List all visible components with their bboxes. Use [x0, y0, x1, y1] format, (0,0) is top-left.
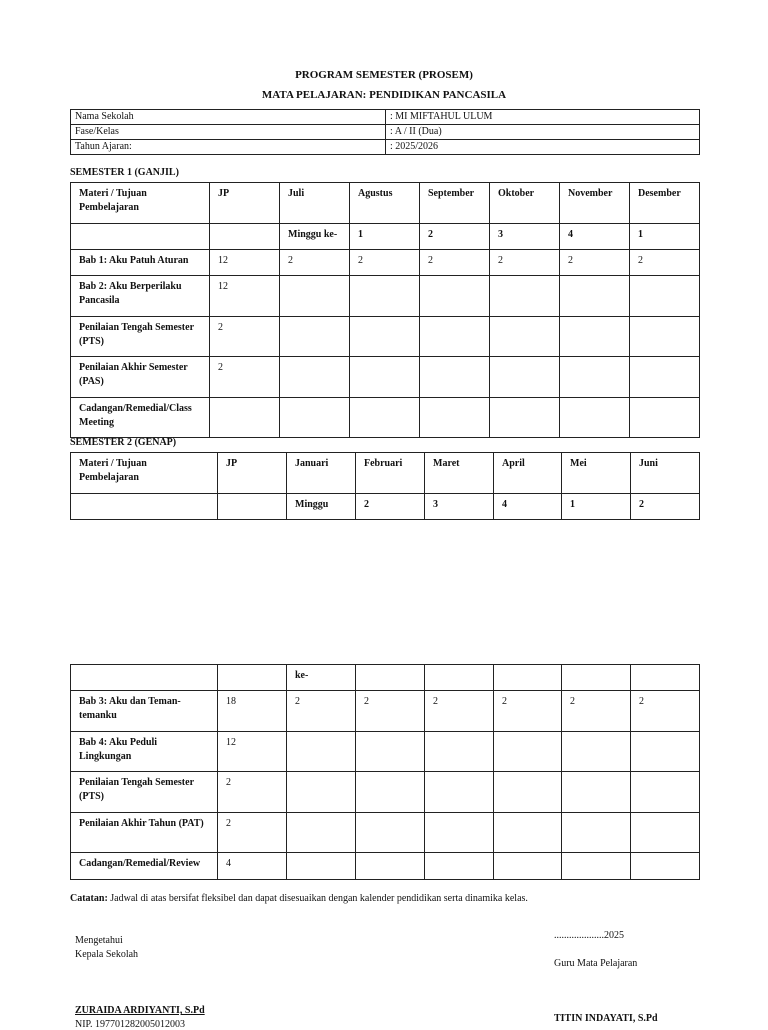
jp-cell: 12	[218, 732, 287, 772]
table-cell	[631, 732, 700, 772]
table-row	[71, 250, 700, 276]
table-cell	[630, 276, 700, 317]
week-row	[71, 224, 700, 250]
material-cell: Bab 1: Aku Patuh Aturan	[71, 250, 210, 276]
table-header-row	[71, 183, 700, 224]
table-cell	[631, 853, 700, 880]
material-cell: Penilaian Akhir Tahun (PAT)	[71, 813, 218, 853]
table-header-row	[71, 453, 700, 494]
document-title: PROGRAM SEMESTER (PROSEM)	[295, 69, 473, 81]
material-cell: Bab 2: Aku Berperilaku Pancasila	[71, 276, 210, 317]
table-cell	[494, 772, 562, 813]
table-cell	[425, 772, 494, 813]
jp-cell: 2	[210, 317, 280, 357]
sign-left-acknowledge: Mengetahui	[75, 935, 123, 946]
table-cell	[280, 357, 350, 398]
table-cell	[287, 853, 356, 880]
table-row	[71, 276, 700, 317]
info-label: Fase/Kelas	[71, 125, 386, 140]
table-cell	[350, 357, 420, 398]
week-number: 3	[490, 224, 560, 250]
table-cell: 2	[287, 691, 356, 732]
header-cell: Materi / Tujuan Pembelajaran	[71, 453, 218, 494]
table-cell	[562, 665, 631, 691]
info-value: : 2025/2026	[386, 140, 700, 155]
table-cell: 2	[490, 250, 560, 276]
table-row	[71, 317, 700, 357]
table-cell	[71, 494, 218, 520]
header-cell: Oktober	[490, 183, 560, 224]
table-cell	[630, 317, 700, 357]
table-cell	[562, 853, 631, 880]
table-cell	[287, 732, 356, 772]
header-cell: Maret	[425, 453, 494, 494]
info-label: Tahun Ajaran:	[71, 140, 386, 155]
table-cell	[425, 732, 494, 772]
table-cell	[350, 276, 420, 317]
table-cell	[356, 732, 425, 772]
week-number: 1	[630, 224, 700, 250]
week-number: 4	[560, 224, 630, 250]
header-cell: Agustus	[350, 183, 420, 224]
table-cell	[280, 317, 350, 357]
info-row	[71, 125, 700, 140]
table-cell: 2	[560, 250, 630, 276]
header-cell: Desember	[630, 183, 700, 224]
jp-cell: 2	[218, 813, 287, 853]
jp-cell: 4	[218, 853, 287, 880]
sign-right-role: Guru Mata Pelajaran	[554, 958, 638, 969]
week-label: Minggu	[287, 494, 356, 520]
table-cell	[562, 813, 631, 853]
week-row-continued	[71, 665, 700, 691]
table-cell	[490, 276, 560, 317]
material-cell: Penilaian Tengah Semester (PTS)	[71, 772, 218, 813]
week-number: 4	[494, 494, 562, 520]
table-cell: 2	[631, 691, 700, 732]
week-number: 2	[420, 224, 490, 250]
sign-left-nip: NIP. 197701282005012003	[75, 1019, 186, 1030]
table-cell	[560, 276, 630, 317]
table-cell	[71, 665, 218, 691]
document-subtitle: MATA PELAJARAN: PENDIDIKAN PANCASILA	[261, 89, 507, 101]
header-cell: Materi / Tujuan Pembelajaran	[71, 183, 210, 224]
table-cell	[425, 853, 494, 880]
info-row	[71, 110, 700, 125]
table-row	[71, 853, 700, 880]
week-number: 2	[356, 494, 425, 520]
info-value: : A / II (Dua)	[386, 125, 700, 140]
table-cell	[420, 317, 490, 357]
table-row	[71, 732, 700, 772]
table-cell	[356, 772, 425, 813]
week-number: 1	[562, 494, 631, 520]
semester-2-table-continued	[70, 664, 700, 880]
week-label: ke-	[287, 665, 356, 691]
table-cell: 2	[562, 691, 631, 732]
table-cell	[350, 398, 420, 438]
table-cell	[420, 276, 490, 317]
note	[70, 893, 528, 904]
material-cell: Bab 4: Aku Peduli Lingkungan	[71, 732, 218, 772]
jp-cell: 12	[210, 250, 280, 276]
table-cell	[494, 853, 562, 880]
table-cell	[287, 772, 356, 813]
sign-left-role: Kepala Sekolah	[75, 949, 139, 960]
semester-1-label: SEMESTER 1 (GANJIL)	[70, 167, 179, 178]
header-cell: JP	[210, 183, 280, 224]
note-label: Catatan:	[70, 893, 108, 904]
table-cell	[494, 665, 562, 691]
info-value: : MI MIFTAHUL ULUM	[386, 110, 700, 125]
header-cell: September	[420, 183, 490, 224]
table-cell	[71, 224, 210, 250]
table-cell	[425, 665, 494, 691]
material-cell: Penilaian Tengah Semester (PTS)	[71, 317, 210, 357]
table-row	[71, 357, 700, 398]
table-cell: 2	[420, 250, 490, 276]
table-cell	[494, 732, 562, 772]
week-number: 3	[425, 494, 494, 520]
table-cell	[280, 276, 350, 317]
table-cell: 2	[280, 250, 350, 276]
table-cell	[630, 398, 700, 438]
table-cell	[218, 494, 287, 520]
table-cell	[210, 224, 280, 250]
table-row	[71, 772, 700, 813]
table-cell	[631, 665, 700, 691]
jp-cell	[210, 398, 280, 438]
school-info-table	[70, 109, 700, 155]
table-cell	[630, 357, 700, 398]
table-cell	[560, 398, 630, 438]
table-cell	[631, 813, 700, 853]
table-cell	[350, 317, 420, 357]
table-cell	[490, 357, 560, 398]
week-row	[71, 494, 700, 520]
header-cell: Juli	[280, 183, 350, 224]
table-cell	[287, 813, 356, 853]
header-cell: Februari	[356, 453, 425, 494]
table-row	[71, 398, 700, 438]
material-cell: Cadangan/Remedial/Review	[71, 853, 218, 880]
info-label: Nama Sekolah	[71, 110, 386, 125]
table-row	[71, 813, 700, 853]
week-number: 2	[631, 494, 700, 520]
table-cell: 2	[494, 691, 562, 732]
jp-cell: 2	[210, 357, 280, 398]
table-cell: 2	[630, 250, 700, 276]
note-text: Jadwal di atas bersifat fleksibel dan dapat disesuaikan dengan kalender pendidikan serta dinamika kelas.	[107, 893, 528, 904]
week-label: Minggu ke-	[280, 224, 350, 250]
table-cell	[420, 357, 490, 398]
sign-right-name: TITIN INDAYATI, S.Pd	[554, 1013, 658, 1024]
table-cell	[425, 813, 494, 853]
week-number: 1	[350, 224, 420, 250]
header-cell: Mei	[562, 453, 631, 494]
table-row	[71, 691, 700, 732]
table-cell	[560, 317, 630, 357]
header-cell: April	[494, 453, 562, 494]
table-cell	[494, 813, 562, 853]
header-cell: Juni	[631, 453, 700, 494]
sign-left-name: ZURAIDA ARDIYANTI, S.Pd	[75, 1005, 205, 1016]
jp-cell: 18	[218, 691, 287, 732]
header-cell: November	[560, 183, 630, 224]
table-cell	[490, 398, 560, 438]
table-cell: 2	[425, 691, 494, 732]
table-cell	[562, 732, 631, 772]
header-cell: JP	[218, 453, 287, 494]
info-row	[71, 140, 700, 155]
table-cell	[218, 665, 287, 691]
semester-1-table	[70, 182, 700, 438]
material-cell: Penilaian Akhir Semester (PAS)	[71, 357, 210, 398]
table-cell	[560, 357, 630, 398]
semester-2-table	[70, 452, 700, 520]
material-cell: Cadangan/Remedial/Class Meeting	[71, 398, 210, 438]
table-cell	[356, 813, 425, 853]
table-cell	[420, 398, 490, 438]
table-cell	[280, 398, 350, 438]
table-cell	[356, 853, 425, 880]
sign-right-date: ....................2025	[554, 930, 624, 941]
semester-2-label: SEMESTER 2 (GENAP)	[70, 437, 177, 448]
table-cell	[562, 772, 631, 813]
jp-cell: 12	[210, 276, 280, 317]
table-cell	[631, 772, 700, 813]
material-cell: Bab 3: Aku dan Teman-temanku	[71, 691, 218, 732]
table-cell	[490, 317, 560, 357]
table-cell	[356, 665, 425, 691]
table-cell: 2	[356, 691, 425, 732]
header-cell: Januari	[287, 453, 356, 494]
table-cell: 2	[350, 250, 420, 276]
jp-cell: 2	[218, 772, 287, 813]
